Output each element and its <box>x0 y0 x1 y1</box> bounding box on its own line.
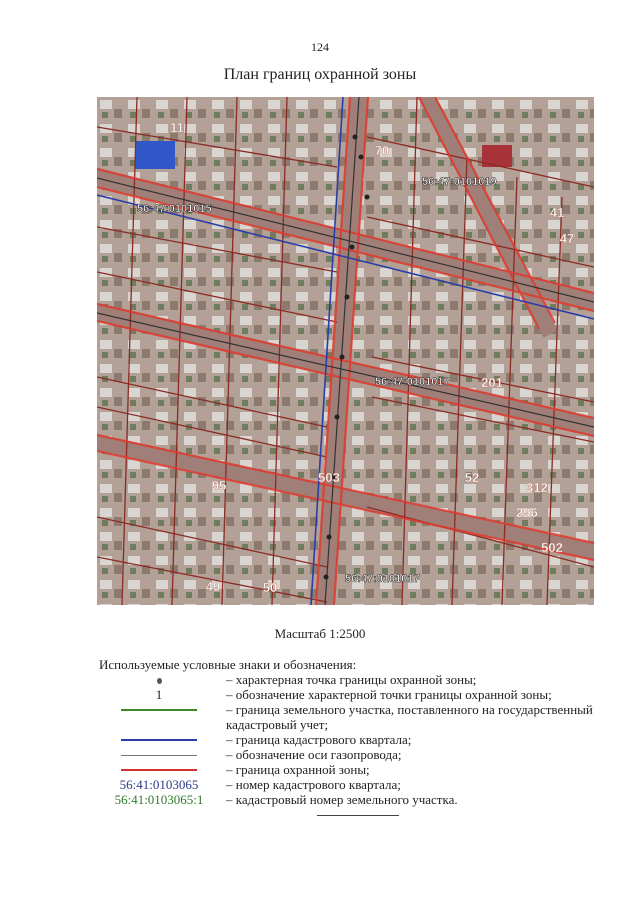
parcel-number: 49 <box>205 579 221 594</box>
parcel-number: 95 <box>211 478 227 493</box>
legend <box>99 672 599 807</box>
legend-item-text: – граница земельного участка, поставленного на государственный кадастровый учет; <box>226 702 593 732</box>
green-line-symbol <box>121 709 197 711</box>
legend-item-zone-border <box>99 762 599 777</box>
parcel-number: 70 <box>374 143 390 158</box>
blue-line-symbol <box>121 739 197 741</box>
red-line-symbol <box>121 769 197 771</box>
parcel-number: 52 <box>464 470 480 485</box>
legend-item-point-label <box>99 687 599 702</box>
point-marker-symbol <box>157 678 162 684</box>
quarter-number: 56:47:0101017 <box>375 376 450 388</box>
legend-item-text: – граница охранной зоны; <box>226 762 370 777</box>
parcel-number: 201 <box>481 375 503 390</box>
page-number: 124 <box>311 40 329 54</box>
legend-item-pipeline-axis <box>99 747 599 762</box>
blue-roof <box>135 141 175 169</box>
parcel-number: 11 <box>170 120 184 135</box>
parcel-number: 41 <box>549 205 565 220</box>
legend-item-text: – обозначение характерной точки границы охранной зоны; <box>226 687 552 702</box>
end-rule <box>317 815 399 816</box>
quarter-number: 56:47:0101019 <box>422 176 497 188</box>
legend-item-text: – граница кадастрового квартала; <box>226 732 412 747</box>
legend-heading: Используемые условные знаки и обозначения: <box>99 657 357 672</box>
parcel-number: 502 <box>541 540 563 555</box>
quarter-number-sample: 56:41:0103065 <box>119 777 199 792</box>
legend-item-text: – кадастровый номер земельного участка. <box>226 792 458 807</box>
map-scale: Масштаб 1:2500 <box>274 626 366 641</box>
legend-item-quarter-border <box>99 732 599 747</box>
quarter-number: 56:47:0101017 <box>345 573 420 585</box>
legend-item-text: – обозначение оси газопровода; <box>226 747 402 762</box>
document-title: План границ охранной зоны <box>223 66 417 83</box>
legend-item-parcel-border <box>99 702 599 732</box>
parcel-number: 47 <box>559 231 575 246</box>
legend-item-point <box>99 672 599 687</box>
gray-line-symbol <box>121 755 197 756</box>
legend-item-text: – номер кадастрового квартала; <box>226 777 401 792</box>
parcel-number: 50 <box>262 580 278 595</box>
parcel-number: 312 <box>526 480 548 495</box>
map-drawing <box>97 97 594 605</box>
parcel-number: 296 <box>516 505 538 520</box>
parcel-number-sample: 56:41:0103065:1 <box>114 792 204 807</box>
parcel-number: 503 <box>318 470 340 485</box>
legend-item-parcel-number <box>99 792 599 807</box>
protection-zone-map <box>97 97 594 605</box>
legend-item-quarter-number <box>99 777 599 792</box>
quarter-number: 56:47:0101015 <box>137 203 212 215</box>
legend-item-text: – характерная точка границы охранной зоны; <box>226 672 477 687</box>
point-label-symbol: 1 <box>155 687 163 702</box>
